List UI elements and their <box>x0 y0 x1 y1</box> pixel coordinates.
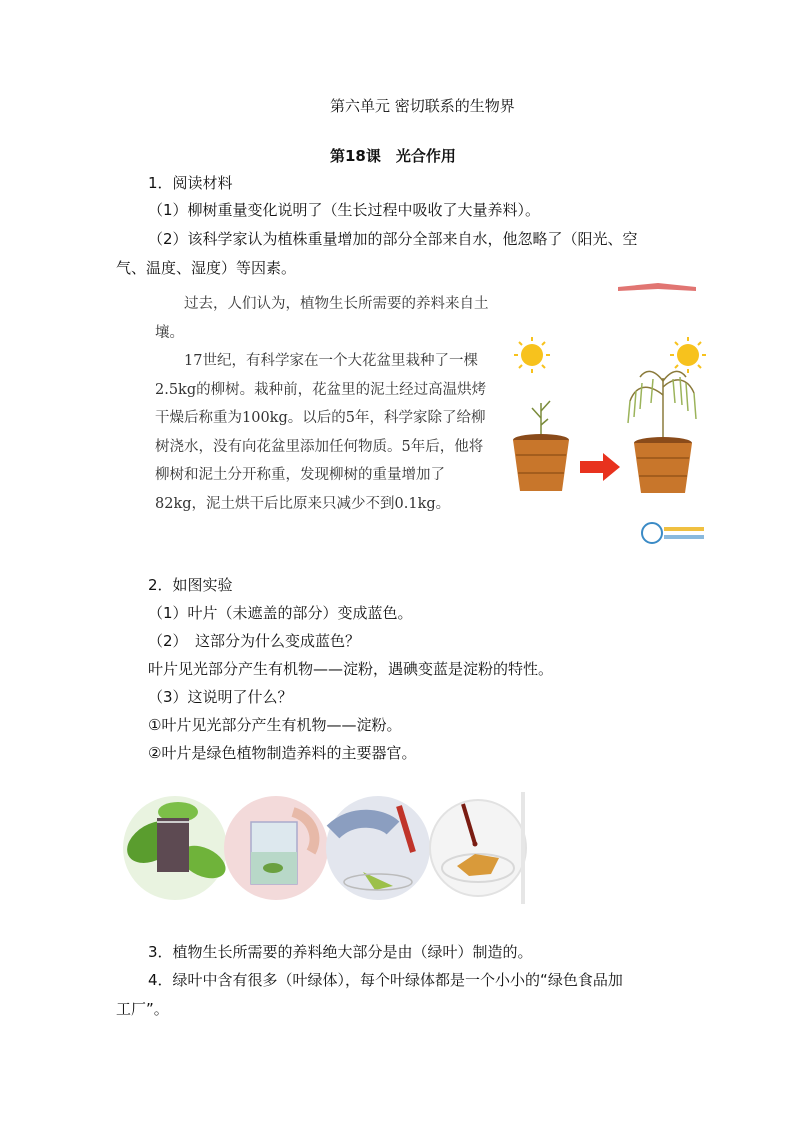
section2-answer: 叶片见光部分产生有机物——淀粉，遇碘变蓝是淀粉的特性。 <box>148 660 554 678</box>
reading-material <box>155 290 495 518</box>
sun-icon-left <box>514 337 550 373</box>
section4-line1: 4．绿叶中含有很多（叶绿体），每个叶绿体都是一个小小的“绿色食品加 <box>148 971 623 989</box>
publisher-logo <box>642 523 704 543</box>
iodine-test-photo <box>326 796 430 900</box>
flower-pot-right <box>634 437 692 493</box>
black-paper-cover <box>157 818 189 872</box>
section1-question2-line1: （2）该科学家认为植株重量增加的部分全部来自水，他忽略了（阳光、空 <box>148 230 638 248</box>
section4-line2: 工厂”。 <box>116 1000 169 1018</box>
section1-question2-line2: 气、温度、湿度）等因素。 <box>116 259 297 277</box>
willow-growth-illustration <box>508 283 706 545</box>
experiment-photo-strip <box>123 792 528 904</box>
section2-point2: ②叶片是绿色植物制造养料的主要器官。 <box>148 744 417 762</box>
grown-willow-tree <box>628 371 696 441</box>
growth-arrow-icon <box>580 453 620 481</box>
sun-icon-right <box>670 337 706 373</box>
unit-title: 第六单元 密切联系的生物界 <box>330 97 515 115</box>
section3-text: 3．植物生长所需要的养料绝大部分是由（绿叶）制造的。 <box>148 943 533 961</box>
book-icon <box>618 283 696 291</box>
section1-heading: 1．阅读材料 <box>148 174 233 192</box>
beaker-heating-photo <box>224 796 328 900</box>
covered-leaf-photo <box>123 796 231 900</box>
section2-question1: （1）叶片（未遮盖的部分）变成蓝色。 <box>148 604 413 622</box>
reading-paragraph-1: 过去，人们认为，植物生长所需要的养料来自土壤。 <box>155 296 489 341</box>
lesson-title: 第18课 光合作用 <box>330 147 456 165</box>
small-willow-sapling <box>532 401 550 438</box>
section2-point1: ①叶片见光部分产生有机物——淀粉。 <box>148 716 402 734</box>
leaf-in-dish-photo <box>430 792 526 904</box>
section2-heading: 2．如图实验 <box>148 576 233 594</box>
reading-paragraph-2: 17世纪，有科学家在一个大花盆里栽种了一棵2.5kg的柳树。栽种前，花盆里的泥土经过高温烘烤干燥后称重为100kg。以后的5年，科学家除了给柳树浇水，没有向花盆里添加任何物质。5年后，他将柳树和泥土分开称重，发现柳树的重量增加了82kg，泥土烘干后比原来只减少不到0.1kg。 <box>155 353 487 512</box>
section2-question3: （3）这说明了什么？ <box>148 688 293 706</box>
section1-question1: （1）柳树重量变化说明了（生长过程中吸收了大量养料）。 <box>148 201 541 219</box>
flower-pot-left <box>513 434 569 491</box>
section2-question2: （2） 这部分为什么变成蓝色？ <box>148 632 361 650</box>
